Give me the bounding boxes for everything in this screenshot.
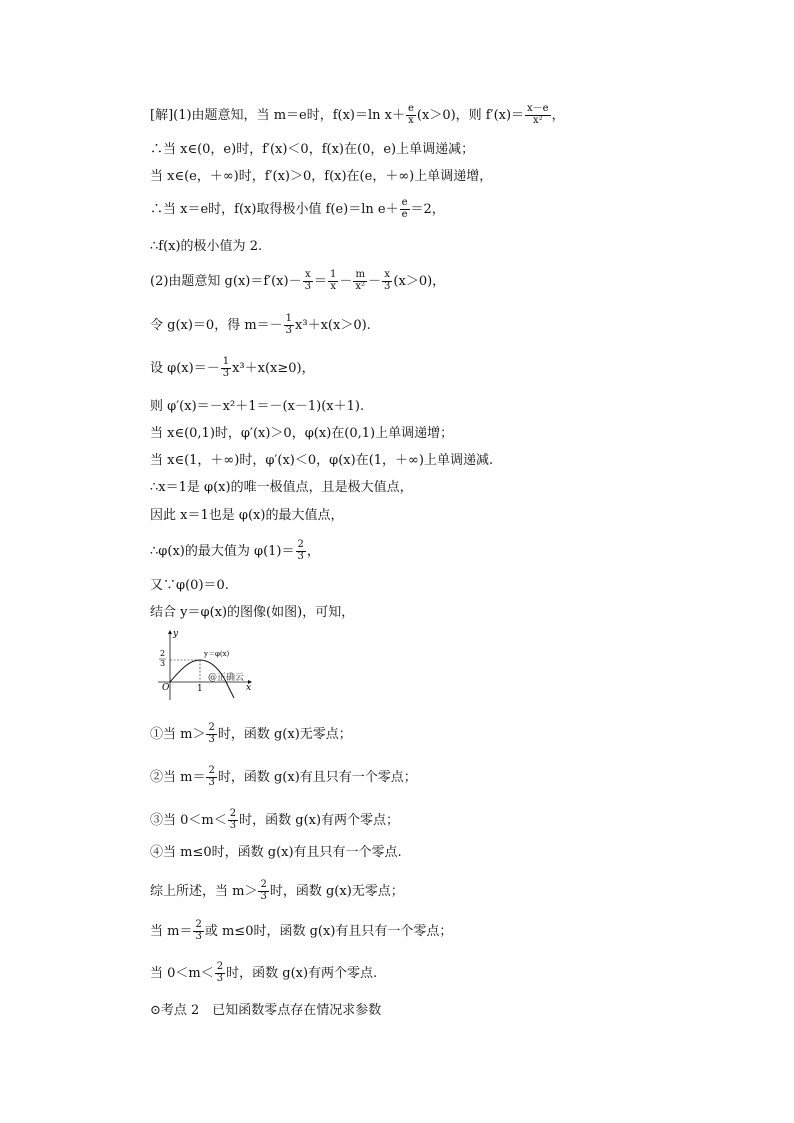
solution-line-22 <box>150 920 452 942</box>
numerator: x <box>384 269 391 280</box>
numerator: 1 <box>285 313 293 324</box>
fraction <box>193 920 203 942</box>
denominator: x <box>408 114 414 126</box>
denominator: x <box>330 280 336 292</box>
x-tick-1: 1 <box>197 684 203 694</box>
denominator: e <box>401 208 408 220</box>
numerator: 2 <box>195 919 202 930</box>
denominator: 3 <box>384 280 391 292</box>
text: 当 0＜m＜ <box>150 965 214 981</box>
solution-line-7 <box>150 314 371 336</box>
text: (x＞0)，则 f′(x)＝ <box>416 107 525 123</box>
fraction <box>215 962 225 984</box>
solution-line-16: 结合 y＝φ(x)的图像(如图)，可知， <box>150 605 355 620</box>
text: (2)由题意知 g(x)＝f′(x)－ <box>150 273 302 289</box>
numerator: 2 <box>208 765 215 776</box>
text: ③当 0＜m＜ <box>150 812 227 828</box>
fraction <box>206 723 216 745</box>
denominator: 3 <box>208 776 215 788</box>
text: 当 m＝ <box>150 923 193 939</box>
text: 时，函数 g(x)有两个零点； <box>239 812 400 828</box>
text: ∴当 x＝e时，f(x)取得极小值 f(e)＝ln e＋ <box>150 201 399 217</box>
numerator: x－e <box>527 103 549 114</box>
numerator: 2 <box>297 539 304 550</box>
text: － <box>368 273 382 289</box>
fraction <box>296 540 306 562</box>
y-tick-den: 3 <box>160 659 166 668</box>
solution-line-9: 则 φ′(x)＝－x²＋1＝－(x－1)(x＋1). <box>150 399 365 414</box>
x-axis-label: x <box>246 683 252 693</box>
text: 时，函数 g(x)有且只有一个零点； <box>217 769 417 785</box>
numerator: 1 <box>222 356 230 367</box>
numerator: 2 <box>260 879 267 890</box>
fraction <box>400 198 410 220</box>
curve-label: y＝φ(x) <box>204 650 230 658</box>
section-heading: ⊙考点 2 已知函数零点存在情况求参数 <box>150 1003 382 1018</box>
solution-line-11: 当 x∈(1，＋∞)时，φ′(x)＜0，φ(x)在(1，＋∞)上单调递减. <box>150 453 494 468</box>
denominator: x² <box>355 280 366 292</box>
text: ＝ <box>313 273 327 289</box>
fraction <box>221 357 231 379</box>
text: ②当 m＝ <box>150 769 206 785</box>
solution-line-4 <box>150 198 445 220</box>
y-axis-label: y <box>173 629 179 639</box>
numerator: 2 <box>216 961 224 972</box>
solution-line-21 <box>150 880 404 902</box>
text: 综上所述，当 m＞ <box>150 883 258 899</box>
solution-line-23 <box>150 962 377 984</box>
numerator: 2 <box>208 722 215 733</box>
fraction <box>328 270 338 292</box>
solution-line-3: 当 x∈(e，＋∞)时，f′(x)＞0，f(x)在(e，＋∞)上单调递增， <box>150 169 493 184</box>
text: ， <box>306 543 320 559</box>
text: － <box>339 273 353 289</box>
text: 时，函数 g(x)无零点； <box>269 883 404 899</box>
denominator: 3 <box>229 819 237 831</box>
origin-label: O <box>162 683 170 693</box>
text: 时，函数 g(x)有两个零点. <box>226 965 378 981</box>
numerator: 2 <box>229 808 237 819</box>
solution-line-10: 当 x∈(0,1)时，φ′(x)＞0，φ(x)在(0,1)上单调递增； <box>150 426 454 441</box>
solution-line-1 <box>150 104 565 126</box>
solution-line-19 <box>150 809 399 831</box>
text: 或 m≤0时，函数 g(x)有且只有一个零点； <box>204 923 453 939</box>
numerator: x <box>304 269 311 280</box>
denominator: x² <box>533 114 543 126</box>
solution-line-8 <box>150 357 315 379</box>
solution-line-17 <box>150 723 352 745</box>
denominator: 3 <box>285 324 293 336</box>
denominator: 3 <box>208 733 215 745</box>
fraction <box>284 314 294 336</box>
text: x³＋x(x≥0)， <box>232 360 315 376</box>
solution-line-6 <box>150 270 445 292</box>
denominator: 3 <box>297 550 304 562</box>
solution-line-12: ∴x＝1是 φ(x)的唯一极值点，且是极大值点， <box>150 480 413 495</box>
solution-line-18 <box>150 766 417 788</box>
solution-line-20: ④当 m≤0时，函数 g(x)有且只有一个零点. <box>150 845 402 860</box>
solution-line-2: ∴当 x∈(0，e)时，f′(x)＜0，f(x)在(0，e)上单调递减； <box>150 142 475 157</box>
y-axis-arrow <box>168 630 172 634</box>
numerator: m <box>355 269 365 280</box>
fraction <box>228 809 238 831</box>
y-tick-num: 2 <box>160 649 166 658</box>
text: 令 g(x)＝0，得 m＝－ <box>150 317 283 333</box>
fraction <box>258 880 268 902</box>
solution-line-13: 因此 x＝1也是 φ(x)的最大值点， <box>150 508 344 523</box>
function-graph <box>150 628 260 703</box>
fraction <box>353 270 367 292</box>
text: 时，函数 g(x)无零点； <box>217 726 352 742</box>
fraction <box>406 104 416 126</box>
denominator: 3 <box>216 972 224 984</box>
fraction <box>382 270 392 292</box>
denominator: 3 <box>304 280 311 292</box>
numerator: 1 <box>329 269 337 280</box>
denominator: 3 <box>222 367 230 379</box>
solution-line-14 <box>150 540 320 562</box>
text: (x＞0)， <box>393 273 446 289</box>
watermark: @正确云 <box>208 673 245 683</box>
denominator: 3 <box>260 890 267 902</box>
solution-line-5: ∴f(x)的极小值为 2. <box>150 239 263 254</box>
fraction <box>525 104 551 126</box>
text: ∴φ(x)的最大值为 φ(1)＝ <box>150 543 295 559</box>
text: ， <box>551 107 565 123</box>
numerator: e <box>401 197 408 208</box>
solution-line-15: 又∵φ(0)＝0. <box>150 578 229 593</box>
denominator: 3 <box>195 930 202 942</box>
numerator: e <box>408 103 414 114</box>
text: [解](1)由题意知，当 m＝e时，f(x)＝ln x＋ <box>150 107 405 123</box>
text: 设 φ(x)＝－ <box>150 360 220 376</box>
text: ＝2， <box>410 201 445 217</box>
text: x³＋x(x＞0). <box>295 317 371 333</box>
fraction <box>303 270 313 292</box>
text: ①当 m＞ <box>150 726 206 742</box>
fraction <box>206 766 216 788</box>
